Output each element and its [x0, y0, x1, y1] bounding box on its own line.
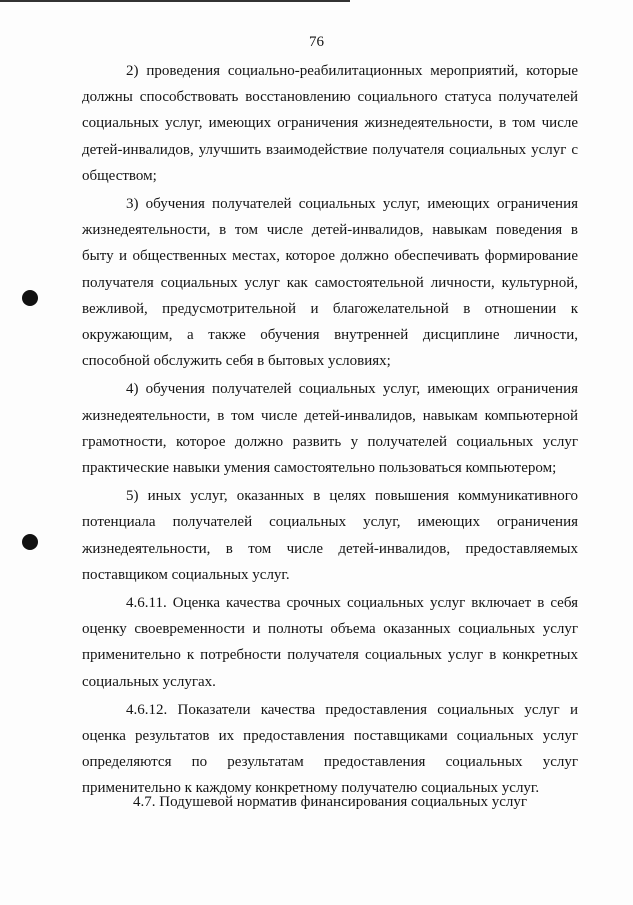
document-body	[82, 58, 578, 802]
paragraph-item-2: 2) проведения социально-реабилитационных мероприятий, которые должны способствовать восстановлению социального статуса получателей социальных услуг, имеющих ограничения жизнедеятельности, в том числе детей-инвалидов, улучшить взаимодействие получателя социальных услуг с обществом;	[82, 63, 578, 184]
paragraph-4-6-12: 4.6.12. Показатели качества предоставления социальных услуг и оценка результатов их предоставления поставщиками социальных услуг определяются по результатам предоставления социальных услуг применительно к каждому конкретному получателю социальных услуг.	[82, 701, 578, 797]
paragraph-item-3: 3) обучения получателей социальных услуг, имеющих ограничения жизнедеятельности, в том числе детей-инвалидов, навыкам поведения в быту и общественных местах, которое должно обеспечивать формирование получателя социальных услуг как самостоятельной личности, культурной, вежливой, предусмотрительной и благожелательной в отношении к окружающим, а также обучения внутренней дисциплине личности, способной обслужить себя в бытовых условиях;	[82, 196, 578, 370]
paragraph-item-5: 5) иных услуг, оказанных в целях повышения коммуникативного потенциала получателей социальных услуг, имеющих ограничения жизнедеятельности, в том числе детей-инвалидов, предоставляемых поставщиком социальных услуг.	[82, 488, 578, 583]
top-edge-line	[0, 0, 350, 2]
page-number: 76	[309, 34, 324, 50]
section-heading: 4.7. Подушевой норматив финансирования социальных услуг	[133, 794, 527, 810]
binder-hole	[22, 290, 38, 306]
paragraph-4-6-11: 4.6.11. Оценка качества срочных социальных услуг включает в себя оценку своевременности и полноты объема оказанных социальных услуг применительно к потребности получателя социальных услуг в конкретных социальных услугах.	[82, 595, 578, 690]
paragraph-item-4: 4) обучения получателей социальных услуг, имеющих ограничения жизнедеятельности, в том числе детей-инвалидов, навыкам компьютерной грамотности, которое должно развить у получателей социальных услуг практические навыки умения самостоятельно пользоваться компьютером;	[82, 381, 578, 477]
binder-hole	[22, 534, 38, 550]
